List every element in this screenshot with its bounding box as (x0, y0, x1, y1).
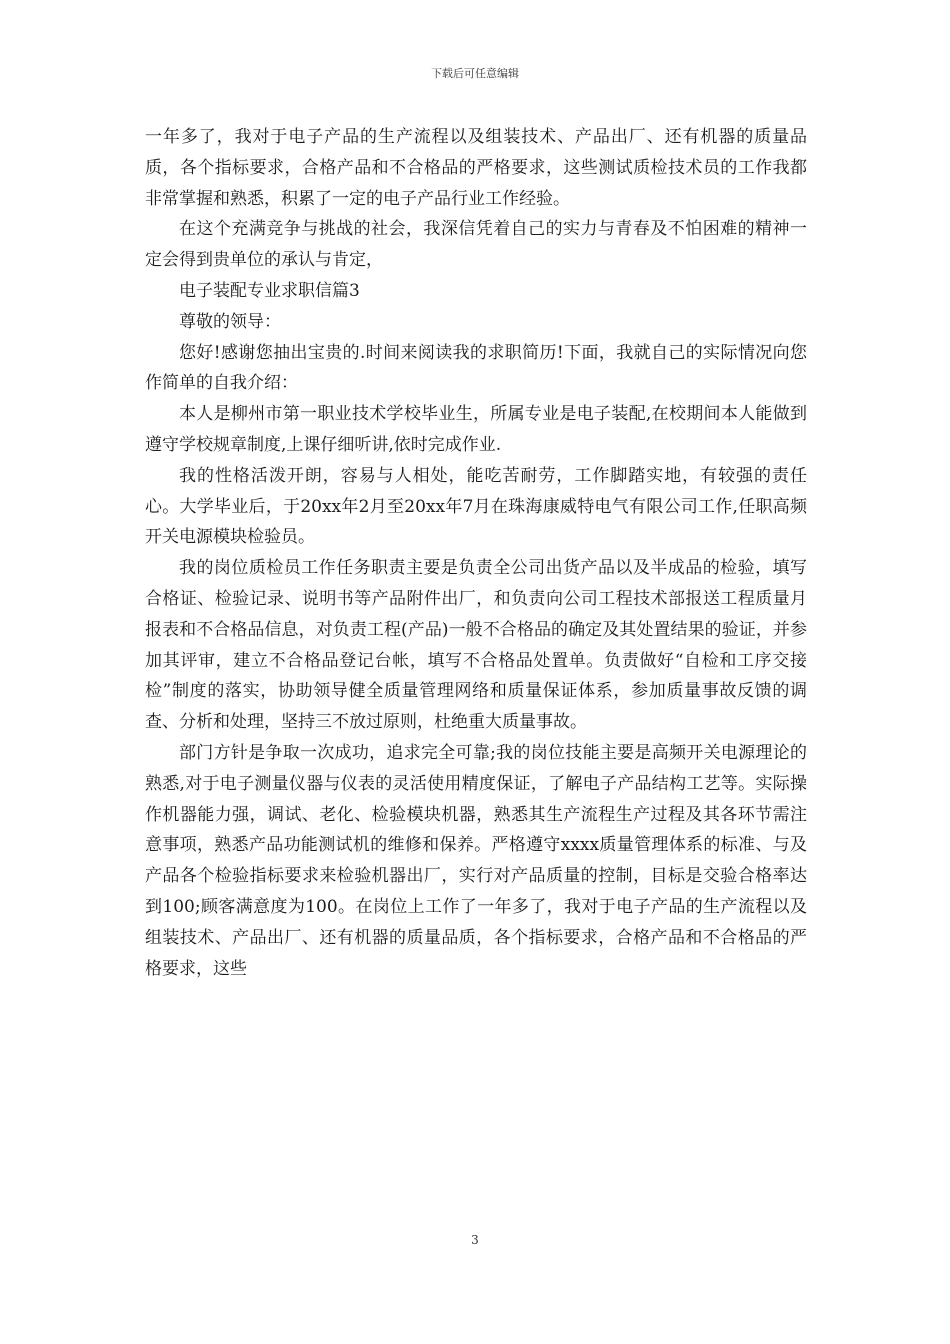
paragraph: 部门方针是争取一次成功，追求完全可靠;我的岗位技能主要是高频开关电源理论的熟悉,对于电子测量仪器与仪表的灵活使用精度保证，了解电子产品结构工艺等。实际操作机器能力强，调试、老化、检验模块机器，熟悉其生产流程生产过程及其各环节需注意事项，熟悉产品功能测试机的维修和保养。严格遵守xxxx质量管理体系的标准、与及产品各个检验指标要求来检验机器出厂，实行对产品质量的控制，目标是交验合格率达到100;顾客满意度为100。在岗位上工作了一年多了，我对于电子产品的生产流程以及组装技术、产品出厂、还有机器的质量品质，各个指标要求，合格产品和不合格品的严格要求，这些 (145, 742, 807, 979)
paragraph: 我的性格活泼开朗，容易与人相处，能吃苦耐劳，工作脚踏实地，有较强的责任心。大学毕业后，于20xx年2月至20xx年7月在珠海康威特电气有限公司工作,任职高频开关电源模块检验员。 (145, 465, 807, 548)
section-title: 电子装配专业求职信篇3 (179, 280, 360, 301)
paragraph: 本人是柳州市第一职业技术学校毕业生，所属专业是电子装配,在校期间本人能做到遵守学校规章制度,上课仔细听讲,依时完成作业. (145, 404, 807, 455)
page-number: 3 (471, 1233, 479, 1247)
paragraph: 我的岗位质检员工作任务职责主要是负责全公司出货产品以及半成品的检验，填写合格证、检验记录、说明书等产品附件出厂，和负责向公司工程技术部报送工程质量月报表和不合格品信息，对负责工程(产品)一般不合格品的确定及其处置结果的验证，并参加其评审，建立不合格品登记台帐，填写不合格品处置单。负责做好“自检和工序交接检”制度的落实，协助领导健全质量管理网络和质量保证体系，参加质量事故反馈的调查、分析和处理，坚持三不放过原则，杜绝重大质量事故。 (145, 558, 807, 733)
salutation: 尊敬的领导： (179, 311, 281, 332)
document-body (145, 122, 807, 984)
paragraph: 在这个充满竞争与挑战的社会，我深信凭着自己的实力与青春及不怕困难的精神一定会得到贵单位的承认与肯定， (145, 219, 807, 271)
page-header: 下载后可任意编辑 (431, 67, 519, 80)
paragraph-continuation: 一年多了，我对于电子产品的生产流程以及组装技术、产品出厂、还有机器的质量品质，各个指标要求，合格产品和不合格品的严格要求，这些测试质检技术员的工作我都非常掌握和熟悉，积累了一定的电子产品行业工作经验。 (145, 127, 807, 209)
paragraph: 您好!感谢您抽出宝贵的.时间来阅读我的求职简历!下面，我就自己的实际情况向您作简单的自我介绍： (145, 342, 807, 394)
